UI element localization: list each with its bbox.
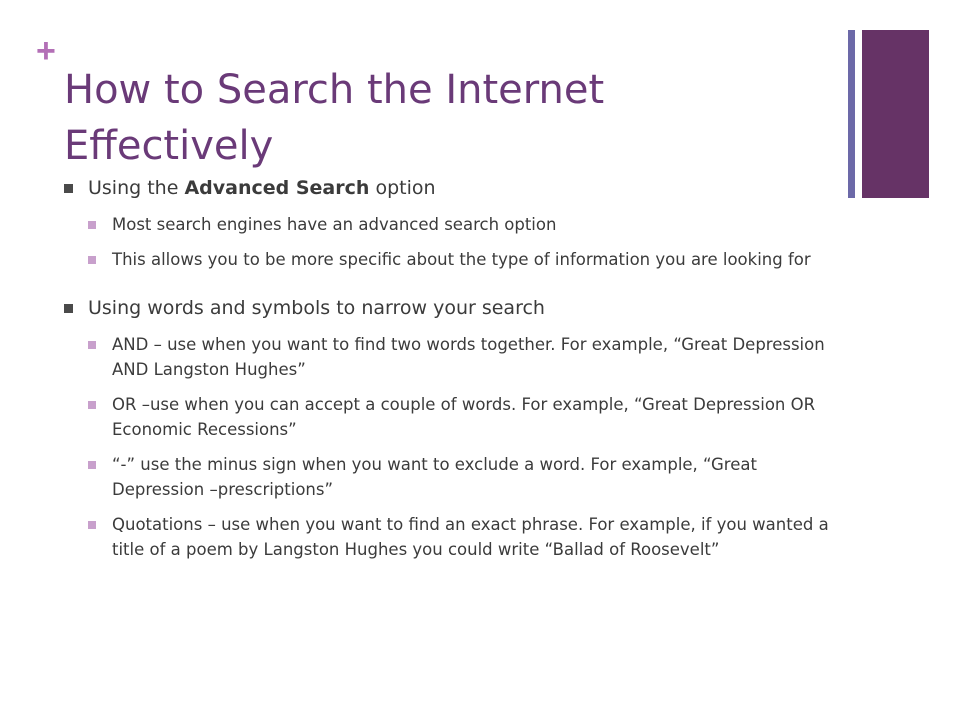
bullet-text-bold: Advanced Search <box>184 177 370 199</box>
bullet-text-post: option <box>369 177 436 199</box>
bullet-words-symbols <box>64 294 844 322</box>
sub-bullet <box>88 392 844 442</box>
sub-bullet <box>88 212 844 237</box>
square-bullet-icon <box>88 341 96 349</box>
sub-bullet <box>88 512 844 562</box>
square-bullet-icon <box>88 401 96 409</box>
square-bullet-icon <box>88 221 96 229</box>
sub-bullet <box>88 332 844 382</box>
sub-bullet-text: AND – use when you want to find two words together. For example, “Great Depression AND Langston Hughes” <box>112 335 825 379</box>
sub-bullet-text: This allows you to be more specific about the type of information you are looking for <box>112 250 811 269</box>
square-bullet-icon <box>88 256 96 264</box>
plus-sign-icon: + <box>36 32 56 70</box>
square-bullet-icon <box>64 304 73 313</box>
sub-bullet-text: Most search engines have an advanced search option <box>112 215 557 234</box>
square-bullet-icon <box>88 521 96 529</box>
sub-bullet-text: OR –use when you can accept a couple of words. For example, “Great Depression OR Economic Recessions” <box>112 395 816 439</box>
slide-content <box>64 174 844 562</box>
square-bullet-icon <box>88 461 96 469</box>
sub-bullet <box>88 452 844 502</box>
sub-bullet <box>88 247 844 272</box>
bullet-advanced-search <box>64 174 844 202</box>
square-bullet-icon <box>64 184 73 193</box>
sub-bullet-text: “-” use the minus sign when you want to exclude a word. For example, “Great Depression –prescriptions” <box>112 455 757 499</box>
bullet-text: Using words and symbols to narrow your search <box>88 297 545 319</box>
sub-bullet-text: Quotations – use when you want to find an exact phrase. For example, if you wanted a title of a poem by Langston Hughes you could write “Ballad of Roosevelt” <box>112 515 829 559</box>
slide-title: How to Search the Internet Effectively <box>64 67 605 169</box>
decorative-thin-bar <box>848 30 855 198</box>
bullet-text-pre: Using the <box>88 177 185 199</box>
decorative-accent-bar <box>862 30 929 198</box>
